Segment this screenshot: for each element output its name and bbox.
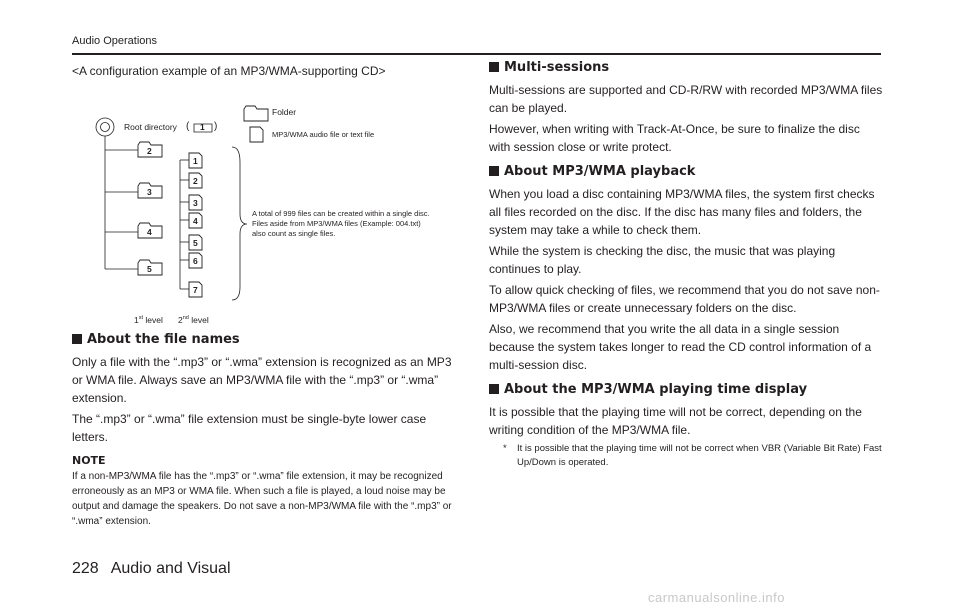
file-1-number: 1 — [193, 156, 198, 166]
level-2-label — [178, 315, 209, 325]
legend-folder-icon — [244, 106, 268, 121]
multisessions-paragraph: However, when writing with Track-At-Once, be sure to finalize the disc with session close or write protect. — [489, 122, 860, 154]
playback-paragraph: Also, we recommend that you write the all data in a single session because the system takes longer to read the CD control information of a multi-session disc. — [489, 322, 872, 372]
page-number: 228 — [72, 560, 99, 577]
level-1-suffix: st — [138, 315, 144, 322]
folder-4-number: 4 — [147, 227, 152, 237]
multisessions-heading — [489, 60, 884, 75]
note-title: NOTE — [72, 454, 106, 467]
multisessions-paragraph: Multi-sessions are supported and CD-R/RW with recorded MP3/WMA files can be played. — [489, 83, 883, 115]
watermark: carmanualsonline.info — [648, 590, 785, 605]
heading-square-icon — [72, 334, 82, 344]
file-names-heading-text: About the file names — [87, 332, 240, 347]
playback-heading — [489, 164, 884, 179]
footer-title: Audio and Visual — [110, 560, 231, 577]
file-2-number: 2 — [193, 176, 198, 186]
file-3-number: 3 — [193, 198, 198, 208]
file-names-section — [72, 332, 462, 446]
page-footer — [72, 560, 231, 578]
diagram-caption: <A configuration example of an MP3/WMA-supporting CD> — [72, 64, 386, 78]
root-number: 1 — [200, 122, 205, 132]
playing-time-heading — [489, 382, 884, 397]
left-column — [72, 60, 462, 529]
level-2-number: 2 — [178, 315, 183, 325]
playback-section — [489, 164, 884, 374]
folder-5-number: 5 — [147, 264, 152, 274]
file-names-paragraph: Only a file with the “.mp3” or “.wma” extension is recognized as an MP3 or WMA file. Always save an MP3/WMA file with the “.mp3” or “.wma” extension. — [72, 355, 452, 405]
file-4-number: 4 — [193, 216, 198, 226]
level-2-word: level — [188, 315, 209, 325]
root-paren-close: ) — [214, 121, 218, 132]
playing-time-footnote — [489, 442, 884, 470]
level-2-suffix: nd — [182, 315, 189, 322]
file-limit-note-line: A total of 999 files can be created within a single disc. — [252, 209, 430, 218]
footnote-text: It is possible that the playing time will not be correct when VBR (Variable Bit Rate) Fast Up/Down is operated. — [517, 443, 882, 468]
root-disc-icon — [96, 118, 114, 136]
footnote-mark: * — [503, 443, 507, 454]
root-paren-open: ( — [186, 121, 190, 132]
diagram-lines — [72, 82, 462, 332]
playback-paragraph: While the system is checking the disc, the music that was playing continues to play. — [489, 244, 836, 276]
file-6-number: 6 — [193, 256, 198, 266]
level-1-label — [134, 315, 163, 325]
folder-structure-diagram — [72, 82, 462, 332]
legend-file-icon — [250, 127, 263, 142]
section-label: Audio Operations — [72, 35, 157, 47]
right-column — [489, 60, 884, 478]
playing-time-section — [489, 382, 884, 470]
playback-paragraph: When you load a disc containing MP3/WMA files, the system first checks all files recorded on the disc. If the disc has many files and folders, the system may take a while to check them. — [489, 187, 875, 237]
header-rule — [72, 53, 881, 55]
legend-folder-label: Folder — [272, 107, 297, 117]
heading-square-icon — [489, 166, 499, 176]
file-names-paragraph: The “.mp3” or “.wma” file extension must be single-byte lower case letters. — [72, 412, 427, 444]
legend-file-label: MP3/WMA audio file or text file — [272, 130, 375, 139]
multisessions-section — [489, 60, 884, 156]
multisessions-heading-text: Multi-sessions — [504, 60, 610, 75]
file-names-heading — [72, 332, 462, 347]
file-7-number: 7 — [193, 285, 198, 295]
file-limit-note-line: Files aside from MP3/WMA files (Example: 004.txt) — [252, 219, 421, 228]
folder-3-number: 3 — [147, 187, 152, 197]
note-text: If a non-MP3/WMA file has the “.mp3” or “.wma” file extension, it may be recognized erroneously as an MP3 or WMA file. When such a file is played, a loud noise may be output and damage the speakers. Do not save a non-MP3/WMA file with the “.mp3” or “.wma” extension. — [72, 471, 452, 527]
level-1-word: level — [143, 315, 163, 325]
playback-paragraph: To allow quick checking of files, we recommend that you do not save non-MP3/WMA files or create unnecessary folders on the disc. — [489, 283, 880, 315]
folder-2-number: 2 — [147, 146, 152, 156]
level-1-number: 1 — [134, 315, 139, 325]
file-5-number: 5 — [193, 238, 198, 248]
playing-time-paragraph: It is possible that the playing time will not be correct, depending on the writing condition of the MP3/WMA file. — [489, 405, 862, 437]
root-directory-label: Root directory — [124, 122, 177, 132]
playback-heading-text: About MP3/WMA playback — [504, 164, 696, 179]
file-limit-note-line: also count as single files. — [252, 229, 336, 238]
heading-square-icon — [489, 384, 499, 394]
file-limit-note — [252, 209, 430, 239]
heading-square-icon — [489, 62, 499, 72]
playing-time-heading-text: About the MP3/WMA playing time display — [504, 382, 808, 397]
